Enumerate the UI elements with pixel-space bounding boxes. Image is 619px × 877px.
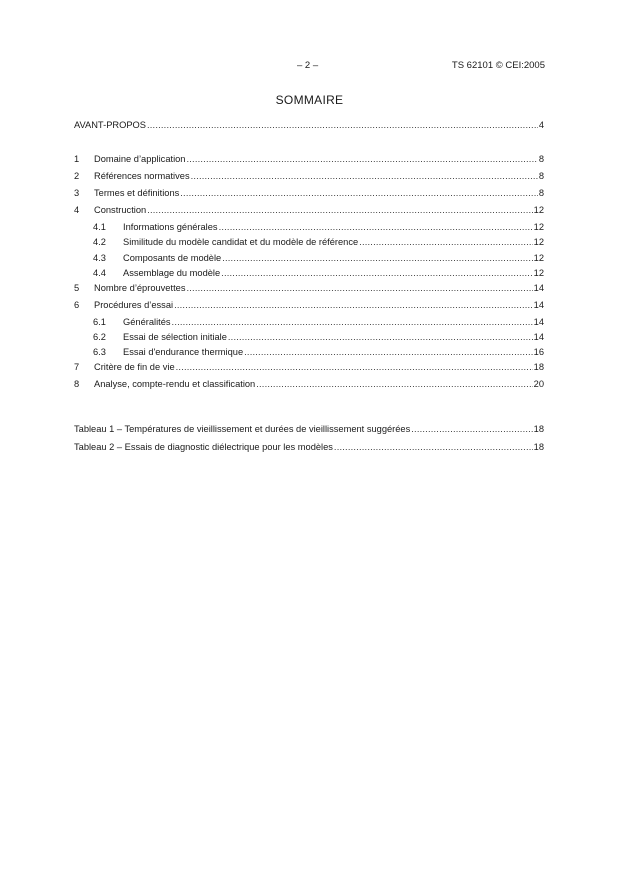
toc-entry-label: Essai d'endurance thermique bbox=[123, 347, 244, 357]
dot-leader bbox=[228, 331, 533, 344]
toc-entry-label: Nombre d’éprouvettes bbox=[94, 283, 186, 293]
toc-entry-number: 4.3 bbox=[93, 253, 106, 263]
dot-leader bbox=[186, 282, 532, 295]
toc-entry-label: Références normatives bbox=[94, 171, 190, 181]
dot-leader bbox=[174, 299, 533, 312]
toc-entry-label: Domaine d’application bbox=[94, 154, 186, 164]
page-number: – 2 – bbox=[297, 60, 319, 71]
table-entry-page: 18 bbox=[533, 424, 544, 434]
toc-entry-number: 2 bbox=[74, 171, 80, 181]
toc-entry-page: 4 bbox=[538, 120, 544, 130]
dot-leader bbox=[222, 252, 532, 265]
dot-leader bbox=[176, 361, 533, 374]
toc-entry-number: 8 bbox=[74, 379, 80, 389]
toc-entry-number: 5 bbox=[74, 283, 80, 293]
dot-leader bbox=[221, 267, 532, 280]
toc-entry-page: 12 bbox=[533, 205, 544, 215]
toc-entry-label: Essai de sélection initiale bbox=[123, 332, 227, 342]
toc-subentry[interactable] bbox=[93, 346, 544, 359]
toc-entry-number: 6 bbox=[74, 300, 80, 310]
toc-entry[interactable] bbox=[74, 282, 544, 295]
toc-entry-foreword[interactable] bbox=[74, 119, 544, 132]
toc-entry-label: Procédures d’essai bbox=[94, 300, 174, 310]
toc-entry-page: 14 bbox=[533, 300, 544, 310]
toc-entry-page: 12 bbox=[533, 253, 544, 263]
list-of-tables-entry[interactable] bbox=[74, 423, 544, 436]
page-header bbox=[0, 60, 619, 74]
toc-entry-number: 4 bbox=[74, 205, 80, 215]
dot-leader bbox=[219, 221, 533, 234]
toc-entry-page: 14 bbox=[533, 317, 544, 327]
dot-leader bbox=[147, 204, 532, 217]
toc-entry[interactable] bbox=[74, 204, 544, 217]
list-of-tables-entry[interactable] bbox=[74, 441, 544, 454]
toc-entry-label: Analyse, compte-rendu et classification bbox=[94, 379, 256, 389]
toc-subentry[interactable] bbox=[93, 316, 544, 329]
table-entry-label: Tableau 2 – Essais de diagnostic diélectrique pour les modèles bbox=[74, 442, 333, 452]
dot-leader bbox=[359, 236, 533, 249]
toc-subentry[interactable] bbox=[93, 252, 544, 265]
toc-entry-page: 20 bbox=[533, 379, 544, 389]
toc-entry-number: 4.1 bbox=[93, 222, 106, 232]
toc-subentry[interactable] bbox=[93, 236, 544, 249]
toc-entry-label: Assemblage du modèle bbox=[123, 268, 221, 278]
toc-entry[interactable] bbox=[74, 361, 544, 374]
toc-entry[interactable] bbox=[74, 170, 544, 183]
dot-leader bbox=[411, 423, 532, 436]
toc-entry-number: 4.2 bbox=[93, 237, 106, 247]
toc-entry-page: 8 bbox=[538, 171, 544, 181]
toc-entry-page: 8 bbox=[538, 188, 544, 198]
toc-entry-label: AVANT-PROPOS bbox=[74, 120, 146, 130]
dot-leader bbox=[334, 441, 533, 454]
page-title: SOMMAIRE bbox=[275, 93, 344, 107]
toc-entry-page: 14 bbox=[533, 283, 544, 293]
toc-entry-label: Composants de modèle bbox=[123, 253, 222, 263]
toc-entry-page: 12 bbox=[533, 222, 544, 232]
table-entry-page: 18 bbox=[533, 442, 544, 452]
toc-entry-label: Informations générales bbox=[123, 222, 218, 232]
toc-subentry[interactable] bbox=[93, 221, 544, 234]
toc-subentry[interactable] bbox=[93, 331, 544, 344]
toc-entry-number: 1 bbox=[74, 154, 80, 164]
dot-leader bbox=[147, 119, 538, 132]
toc-entry-page: 16 bbox=[533, 347, 544, 357]
toc-entry-page: 12 bbox=[533, 268, 544, 278]
dot-leader bbox=[191, 170, 538, 183]
dot-leader bbox=[172, 316, 533, 329]
dot-leader bbox=[244, 346, 533, 359]
toc-entry[interactable] bbox=[74, 153, 544, 166]
document-reference: TS 62101 © CEI:2005 bbox=[451, 60, 545, 71]
toc-entry-label: Généralités bbox=[123, 317, 171, 327]
toc-entry-page: 12 bbox=[533, 237, 544, 247]
toc-entry-label: Termes et définitions bbox=[94, 188, 180, 198]
toc-entry-number: 6.1 bbox=[93, 317, 106, 327]
table-entry-label: Tableau 1 – Températures de vieillissement et durées de vieillissement suggérées bbox=[74, 424, 411, 434]
toc-entry-number: 3 bbox=[74, 188, 80, 198]
dot-leader bbox=[186, 153, 537, 166]
toc-entry[interactable] bbox=[74, 299, 544, 312]
toc-entry-page: 8 bbox=[538, 154, 544, 164]
toc-subentry[interactable] bbox=[93, 267, 544, 280]
toc-entry-number: 7 bbox=[74, 362, 80, 372]
toc-entry-label: Similitude du modèle candidat et du modèle de référence bbox=[123, 237, 359, 247]
toc-entry[interactable] bbox=[74, 187, 544, 200]
toc-entry-page: 18 bbox=[533, 362, 544, 372]
toc-entry-page: 14 bbox=[533, 332, 544, 342]
toc-entry-number: 6.3 bbox=[93, 347, 106, 357]
toc-entry-label: Construction bbox=[94, 205, 147, 215]
toc-entry-label: Critère de fin de vie bbox=[94, 362, 175, 372]
toc-entry-number: 6.2 bbox=[93, 332, 106, 342]
dot-leader bbox=[180, 187, 538, 200]
toc-entry-number: 4.4 bbox=[93, 268, 106, 278]
dot-leader bbox=[256, 378, 532, 391]
toc-entry[interactable] bbox=[74, 378, 544, 391]
